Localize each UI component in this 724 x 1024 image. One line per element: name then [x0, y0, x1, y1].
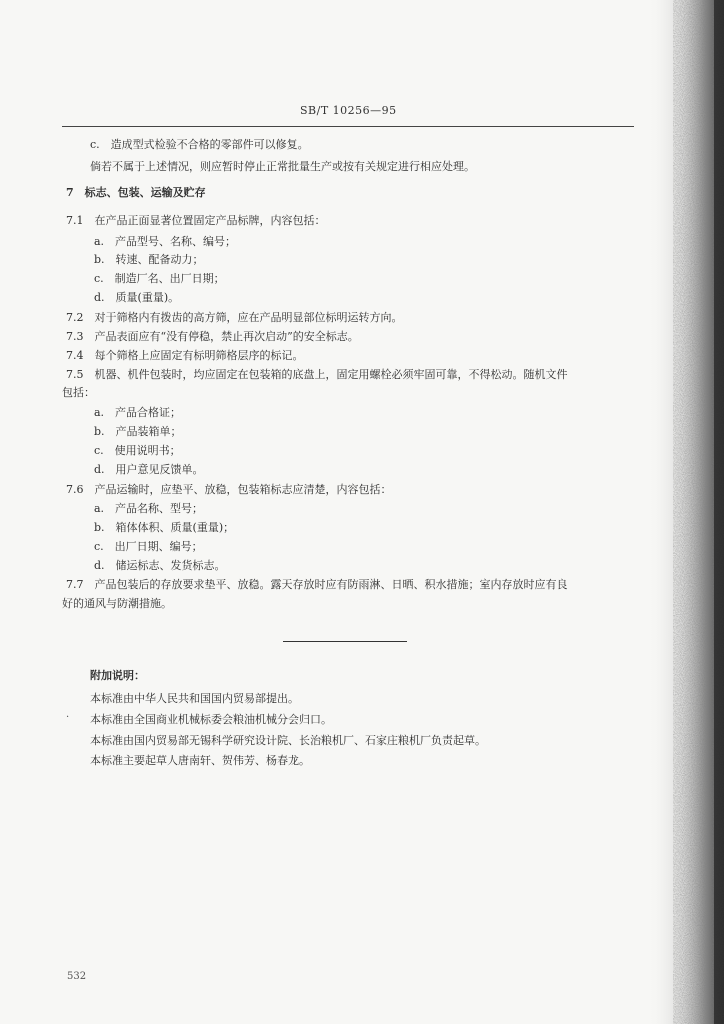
- clause-7-5-item: b. 产品装箱单；: [94, 425, 182, 438]
- section-7-title: 7 标志、包装、运输及贮存: [66, 186, 206, 199]
- clause-7-1-item: b. 转速、配备动力；: [94, 253, 204, 266]
- clause-7-6-item: c. 出厂日期、编号；: [94, 540, 203, 553]
- clause-7-6-item: a. 产品名称、型号；: [94, 502, 204, 515]
- header-rule: [62, 126, 634, 127]
- standard-code: SB/T 10256—95: [300, 104, 397, 117]
- appendix-line: 本标准由中华人民共和国国内贸易部提出。: [90, 692, 299, 705]
- section-end-rule: [283, 641, 407, 642]
- appendix-line: 本标准由国内贸易部无锡科学研究设计院、长治粮机厂、石家庄粮机厂负责起草。: [90, 734, 486, 747]
- clause-7-2: 7.2 对于筛格内有拨齿的高方筛，应在产品明显部位标明运转方向。: [66, 311, 403, 324]
- clause-7-6: 7.6 产品运输时，应垫平、放稳，包装箱标志应清楚，内容包括：: [66, 483, 392, 496]
- clause-7-1: 7.1 在产品正面显著位置固定产品标牌，内容包括：: [66, 214, 326, 227]
- appendix-line: 本标准由全国商业机械标委会粮油机械分会归口。: [90, 713, 332, 726]
- clause-7-7: 7.7 产品包装后的存放要求垫平、放稳。露天存放时应有防雨淋、日晒、积水措施；室内存放时应有良: [66, 578, 568, 591]
- clause-7-1-item: d. 质量(重量)。: [94, 291, 180, 304]
- clause-7-6-item: d. 储运标志、发货标志。: [94, 559, 226, 572]
- clause-7-1-item: c. 制造厂名、出厂日期；: [94, 272, 225, 285]
- clause-7-4: 7.4 每个筛格上应固定有标明筛格层序的标记。: [66, 349, 304, 362]
- clause-7-7-cont: 好的通风与防潮措施。: [62, 597, 172, 610]
- scan-speck: ·: [66, 712, 70, 723]
- clause-7-3: 7.3 产品表面应有“没有停稳，禁止再次启动”的安全标志。: [66, 330, 359, 343]
- scan-edge-shadow: [648, 0, 724, 1024]
- appendix-title: 附加说明：: [90, 669, 145, 682]
- intro-note: 倘若不属于上述情况，则应暂时停止正常批量生产或按有关规定进行相应处理。: [90, 160, 475, 173]
- clause-7-5-item: a. 产品合格证；: [94, 406, 182, 419]
- clause-7-6-item: b. 箱体体积、质量(重量)；: [94, 521, 235, 534]
- clause-7-5-item: d. 用户意见反馈单。: [94, 463, 204, 476]
- intro-item-c: c. 造成型式检验不合格的零部件可以修复。: [90, 138, 309, 151]
- page-number: 532: [67, 971, 87, 982]
- clause-7-5: 7.5 机器、机件包装时，均应固定在包装箱的底盘上，固定用螺栓必须牢固可靠，不得松动。随机文件: [66, 368, 568, 381]
- clause-7-1-item: a. 产品型号、名称、编号；: [94, 235, 237, 248]
- appendix-line: 本标准主要起草人唐南轩、贺伟芳、杨春龙。: [90, 754, 310, 767]
- clause-7-5-item: c. 使用说明书；: [94, 444, 181, 457]
- clause-7-5-cont: 包括：: [62, 386, 95, 399]
